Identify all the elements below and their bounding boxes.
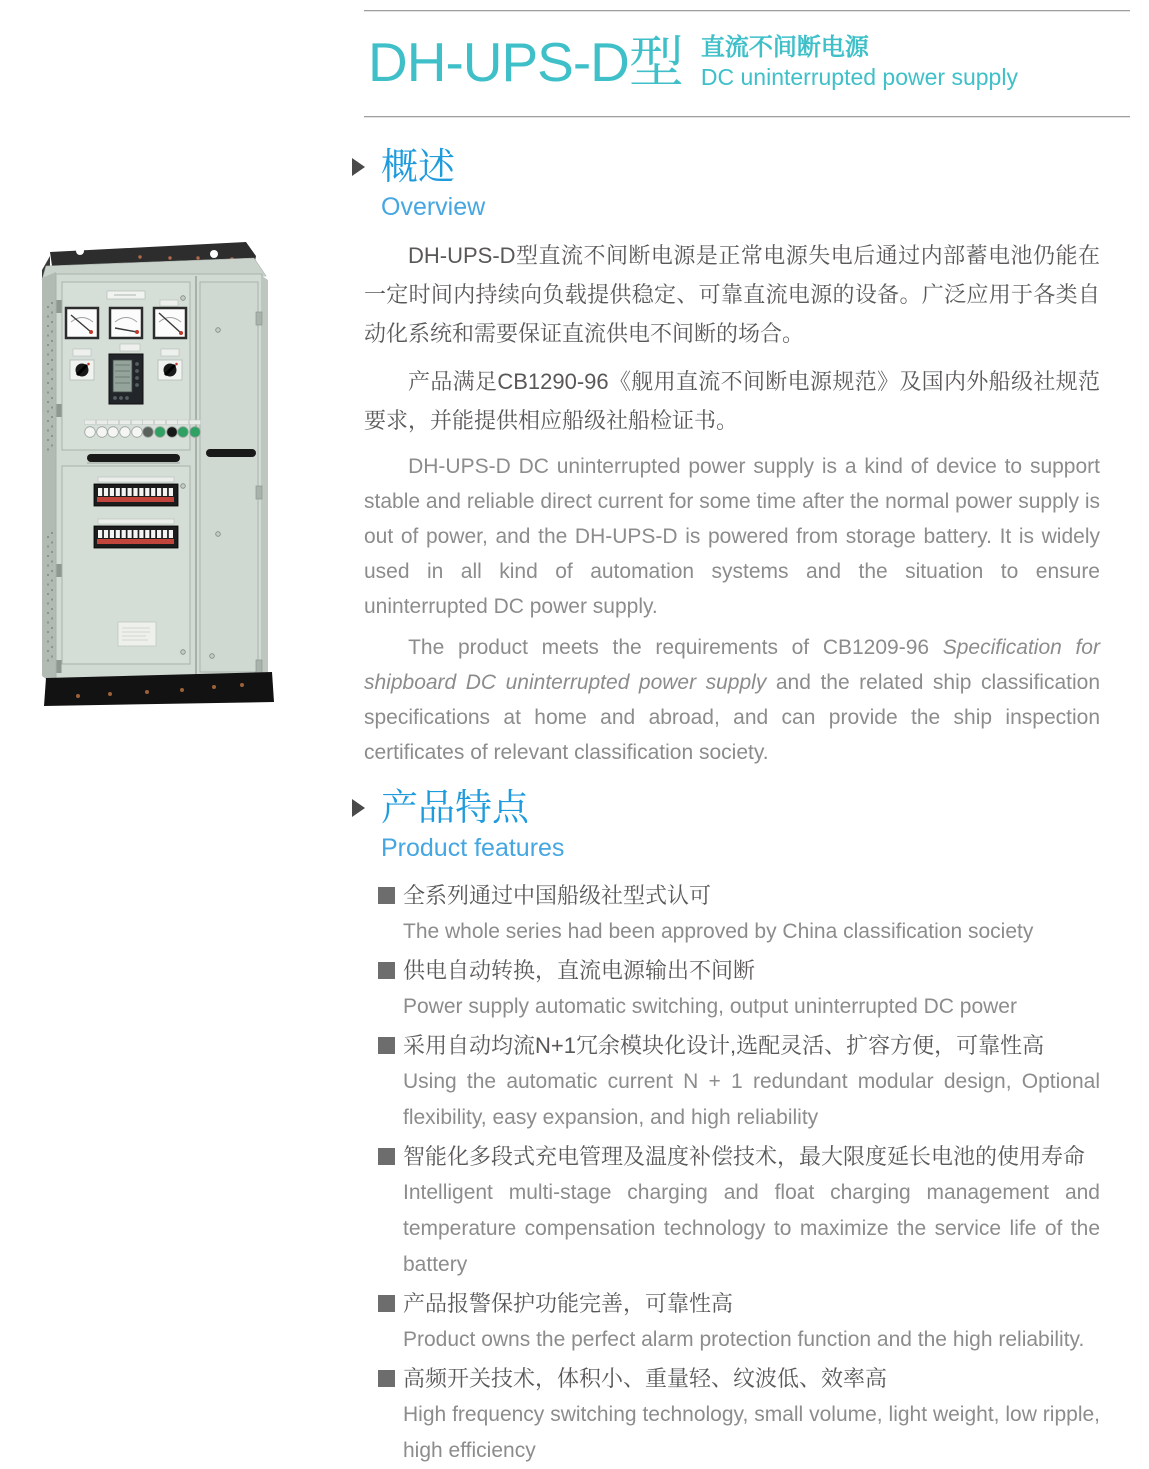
product-photo bbox=[42, 234, 278, 708]
feature-zh-line bbox=[378, 1027, 1100, 1064]
bullet-square-icon bbox=[378, 1295, 395, 1312]
analog-meter-1 bbox=[66, 308, 98, 338]
digital-controller bbox=[109, 354, 143, 404]
feature-list bbox=[364, 877, 1130, 1469]
feature-en-text: Intelligent multi-stage charging and float charging management and temperature compensation technology to maximize the service life of the battery bbox=[403, 1180, 1100, 1276]
feature-en-text: Using the automatic current N + 1 redundant modular design, Optional flexibility, easy expansion, and high reliability bbox=[403, 1069, 1100, 1129]
nameplate bbox=[118, 622, 156, 646]
divider-under-title bbox=[364, 116, 1130, 117]
bullet-square-icon bbox=[378, 962, 395, 979]
feature-zh-line bbox=[378, 1138, 1100, 1175]
bullet-square-icon bbox=[378, 1370, 395, 1387]
cabinet-illustration bbox=[42, 234, 278, 708]
product-subtitle-zh: 直流不间断电源 bbox=[700, 34, 869, 61]
feature-zh-text: 产品报警保护功能完善，可靠性高 bbox=[403, 1290, 734, 1316]
bullet-square-icon bbox=[378, 1148, 395, 1165]
section-arrow-icon bbox=[352, 158, 365, 176]
feature-zh-line bbox=[378, 952, 1100, 989]
feature-zh-line bbox=[378, 877, 1100, 914]
feature-zh-text: 高频开关技术，体积小、重量轻、纹波低、效率高 bbox=[403, 1365, 888, 1391]
bullet-square-icon bbox=[378, 1037, 395, 1054]
overview-heading bbox=[352, 145, 1130, 189]
analog-meter-2 bbox=[110, 308, 142, 338]
page-header bbox=[368, 30, 1130, 93]
features-heading bbox=[352, 786, 1130, 830]
analog-meter-3 bbox=[154, 308, 186, 338]
feature-en-text: The whole series had been approved by China classification society bbox=[403, 919, 1034, 943]
overview-paragraph-en-2 bbox=[364, 630, 1130, 770]
overview-heading-zh: 概述 bbox=[381, 145, 455, 187]
content-column bbox=[364, 10, 1130, 1469]
page bbox=[0, 10, 1149, 1462]
feature-en-text: Product owns the perfect alarm protection function and the high reliability. bbox=[403, 1327, 1085, 1351]
bullet-square-icon bbox=[378, 887, 395, 904]
overview-heading-en: Overview bbox=[381, 192, 486, 221]
feature-item bbox=[378, 1027, 1100, 1136]
divider-top bbox=[364, 10, 1130, 11]
feature-zh-text: 智能化多段式充电管理及温度补偿技术，最大限度延长电池的使用寿命 bbox=[403, 1143, 1086, 1169]
features-heading-zh: 产品特点 bbox=[381, 786, 529, 828]
overview-paragraph-zh-2: 产品满足CB1290-96《舰用直流不间断电源规范》及国内外船级社规范要求，并能提供相应船级社船检证书。 bbox=[364, 368, 1100, 433]
overview-en2-italic: Specification for shipboard DC uninterrupted power supply bbox=[364, 635, 1100, 694]
feature-zh-line bbox=[378, 1360, 1100, 1397]
cabinet-left-side bbox=[42, 272, 56, 686]
overview-paragraph-en-1: DH-UPS-D DC uninterrupted power supply is a kind of device to support stable and reliable direct current for some time after the normal power supply is out of power, and the DH-UPS-D is powered from storage battery. It is widely used in all kind of automation systems and the situation to ensure uninterrupted DC power supply. bbox=[364, 454, 1100, 618]
overview-en2-post: and the related ship classification specifications at home and abroad, and can provide the ship inspection certificates of relevant classification society. bbox=[364, 670, 1101, 764]
feature-item bbox=[378, 1285, 1100, 1358]
feature-item bbox=[378, 877, 1100, 950]
feature-zh-text: 供电自动转换，直流电源输出不间断 bbox=[403, 957, 756, 983]
rotary-switch-left bbox=[70, 360, 94, 380]
overview-en2-pre: The product meets the requirements of CB1209-96 bbox=[408, 635, 943, 659]
feature-item bbox=[378, 1138, 1100, 1283]
feature-zh-text: 采用自动均流N+1冗余模块化设计,选配灵活、扩容方便，可靠性高 bbox=[403, 1032, 1045, 1058]
section-features bbox=[364, 786, 1130, 1469]
rotary-switch-right bbox=[158, 360, 182, 380]
feature-en-text: Power supply automatic switching, output uninterrupted DC power bbox=[403, 994, 1017, 1018]
overview-paragraph-zh-1: DH-UPS-D型直流不间断电源是正常电源失电后通过内部蓄电池仍能在一定时间内持续向负载提供稳定、可靠直流电源的设备。广泛应用于各类自动化系统和需要保证直流供电不间断的场合。 bbox=[364, 242, 1100, 346]
feature-zh-line bbox=[378, 1285, 1100, 1322]
product-subtitle bbox=[701, 33, 1018, 92]
section-overview bbox=[364, 145, 1130, 770]
feature-item bbox=[378, 952, 1100, 1025]
section-arrow-icon bbox=[352, 799, 365, 817]
feature-item bbox=[378, 1360, 1100, 1469]
features-heading-en: Product features bbox=[381, 833, 565, 862]
feature-en-text: High frequency switching technology, small volume, light weight, low ripple, high efficiency bbox=[403, 1402, 1100, 1462]
product-subtitle-en: DC uninterrupted power supply bbox=[700, 64, 1018, 90]
product-title: DH-UPS-D型 bbox=[368, 30, 683, 93]
feature-zh-text: 全系列通过中国船级社型式认可 bbox=[403, 882, 712, 908]
